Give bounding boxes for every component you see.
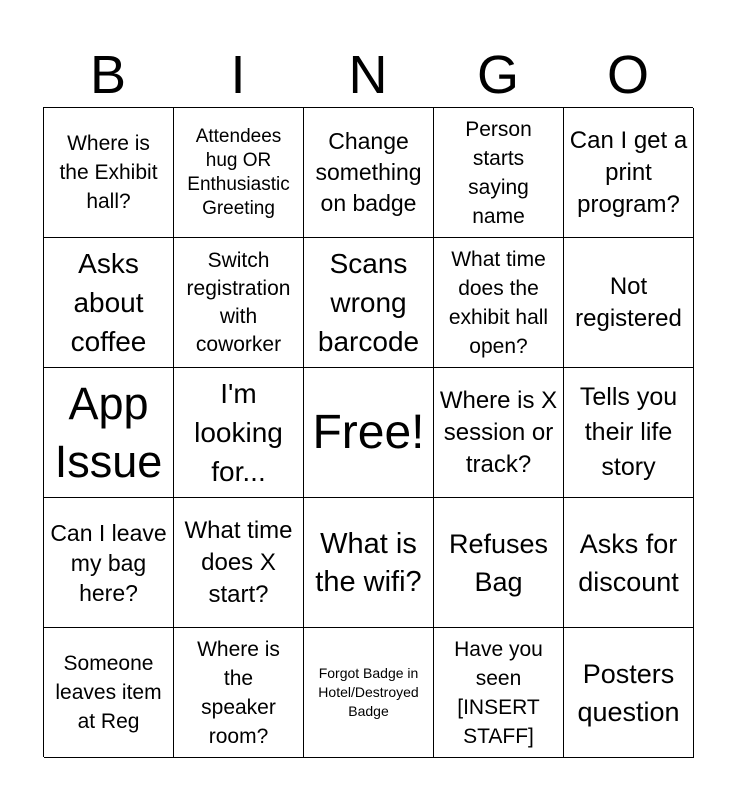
bingo-cell-r5c5[interactable] (564, 628, 694, 758)
cell-text: App Issue (54, 377, 163, 487)
bingo-cell-r4c5[interactable] (564, 498, 694, 628)
cell-text: What time does the exhibit hall open? (448, 247, 549, 358)
cell-text: Scans wrong barcode (317, 248, 420, 357)
bingo-cell-r3c5[interactable] (564, 368, 694, 498)
bingo-cell-r2c4[interactable] (434, 238, 564, 368)
bingo-cell-r2c3[interactable] (304, 238, 434, 368)
cell-text: Refuses Bag (448, 528, 549, 597)
cell-text: I'm looking for... (194, 378, 283, 487)
bingo-cell-r1c2[interactable] (174, 108, 304, 238)
bingo-cell-r5c2[interactable] (174, 628, 304, 758)
header-letter-o: O (606, 45, 649, 105)
bingo-cell-r4c2[interactable] (174, 498, 304, 628)
bingo-cell-r2c1[interactable] (44, 238, 174, 368)
bingo-header (43, 44, 693, 106)
cell-text: Person starts saying name (465, 117, 532, 228)
bingo-cell-r2c5[interactable] (564, 238, 694, 368)
cell-text: Tells you their life story (579, 383, 678, 481)
bingo-cell-r1c5[interactable] (564, 108, 694, 238)
bingo-cell-r1c1[interactable] (44, 108, 174, 238)
cell-text: Asks for discount (578, 528, 679, 597)
header-letter-g: G (476, 45, 519, 105)
cell-text: Asks about coffee (70, 248, 147, 357)
cell-text: Switch registration with coworker (186, 248, 291, 356)
cell-text: Where is X session or track? (439, 386, 558, 478)
header-letter-n: N (348, 45, 388, 105)
bingo-cell-r1c3[interactable] (304, 108, 434, 238)
cell-text: Have you seen [INSERT STAFF] (454, 637, 543, 748)
free-space[interactable] (304, 368, 434, 498)
bingo-cell-r4c4[interactable] (434, 498, 564, 628)
cell-text: Where is the Exhibit hall? (59, 132, 158, 213)
cell-text: What is the wifi? (315, 527, 422, 598)
bingo-cell-r1c4[interactable] (434, 108, 564, 238)
bingo-cell-r4c1[interactable] (44, 498, 174, 628)
bingo-cell-r3c2[interactable] (174, 368, 304, 498)
cell-text: Not registered (575, 272, 682, 332)
bingo-cell-r3c4[interactable] (434, 368, 564, 498)
bingo-cell-r2c2[interactable] (174, 238, 304, 368)
cell-text: Forgot Badge in Hotel/Destroyed Badge (318, 665, 419, 719)
bingo-cell-r5c4[interactable] (434, 628, 564, 758)
header-letter-i: I (230, 45, 246, 105)
bingo-card (43, 107, 693, 757)
cell-text: What time does X start? (184, 516, 293, 608)
header-letter-b: B (89, 45, 127, 105)
cell-text: Can I leave my bag here? (50, 519, 167, 606)
cell-text: Can I get a print program? (569, 126, 688, 218)
cell-text: Change something on badge (315, 128, 422, 216)
cell-text: Posters question (577, 658, 680, 727)
bingo-cell-r3c1[interactable] (44, 368, 174, 498)
cell-text: Attendees hug OR Enthusiastic Greeting (187, 125, 290, 219)
cell-text: Someone leaves item at Reg (55, 652, 162, 733)
cell-text: Where is the speaker room? (197, 637, 280, 748)
bingo-cell-r4c3[interactable] (304, 498, 434, 628)
bingo-cell-r5c1[interactable] (44, 628, 174, 758)
free-space-text: Free! (312, 405, 425, 459)
bingo-cell-r5c3[interactable] (304, 628, 434, 758)
